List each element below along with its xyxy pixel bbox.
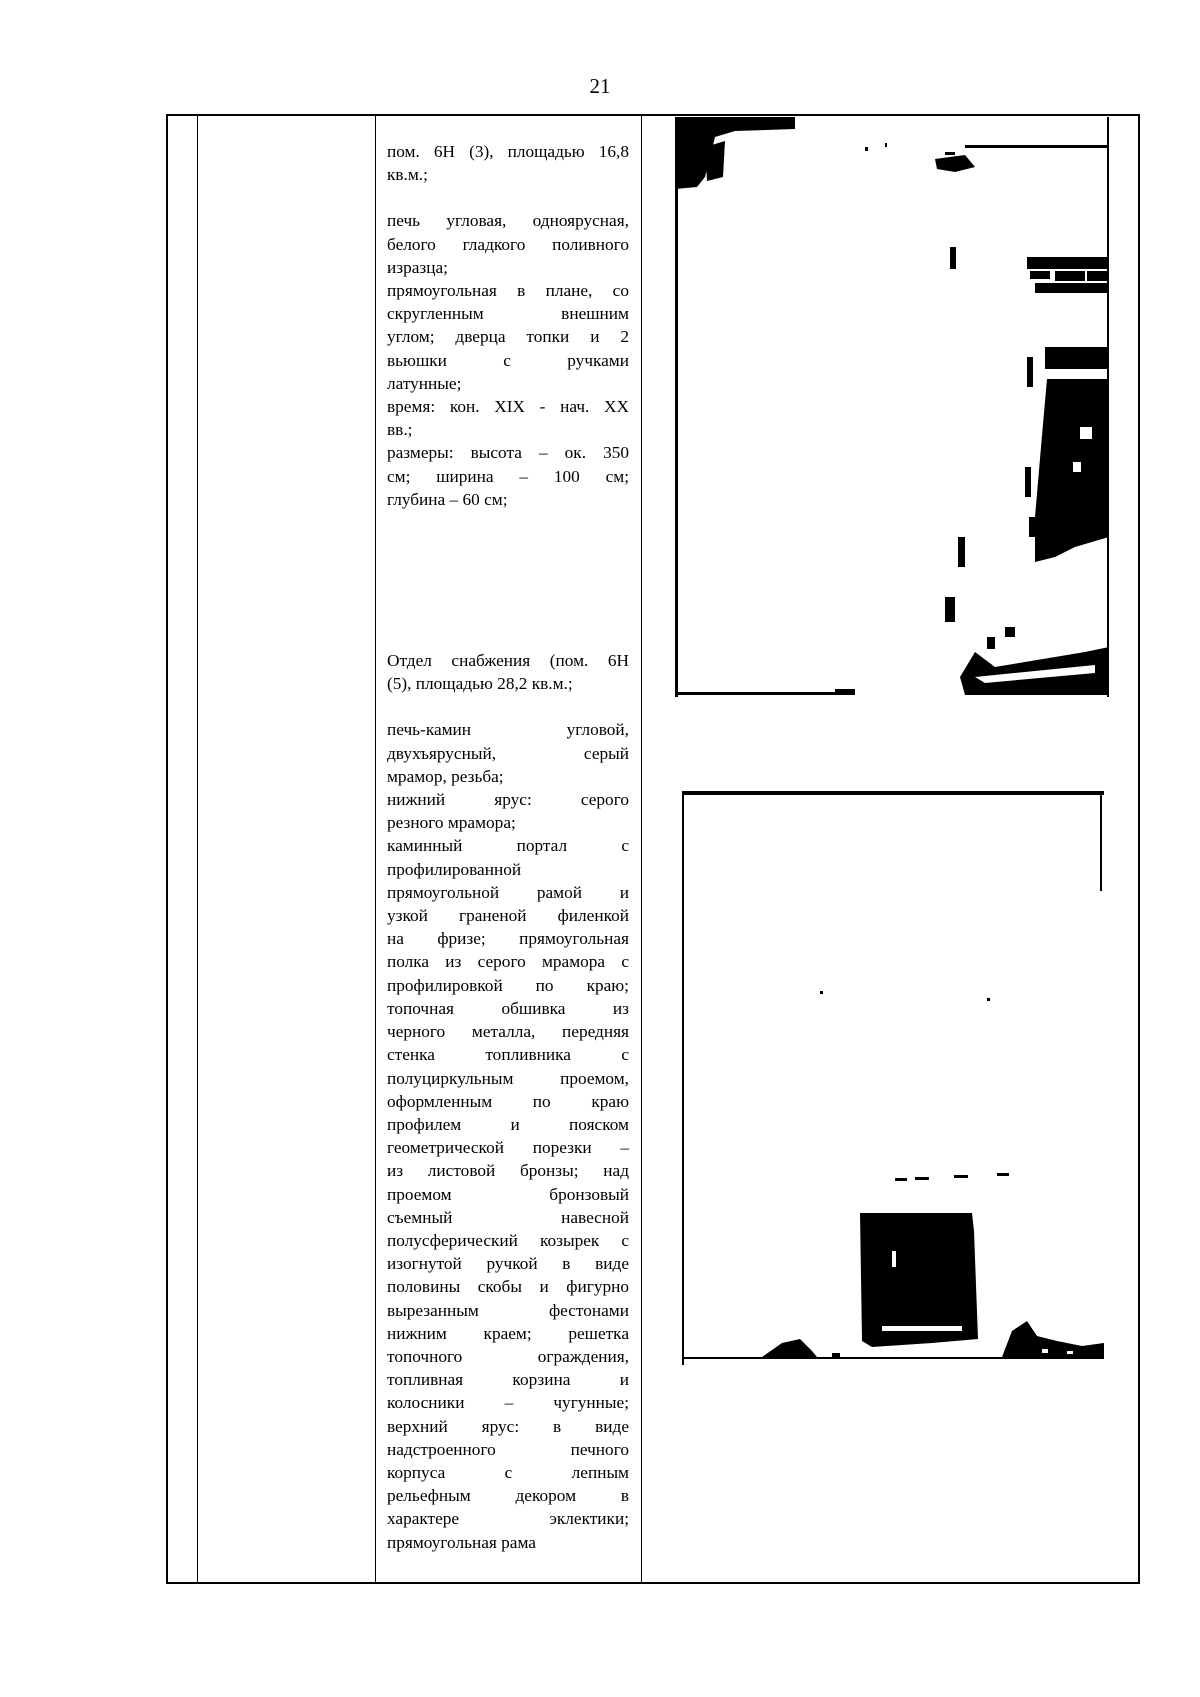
fireplace-description-line: каминный портал с (387, 836, 629, 856)
fireplace-description-line: двухъярусный, серый (387, 743, 629, 763)
fireplace-description-line: проемом бронзовый (387, 1184, 629, 1204)
fireplace-description-line: вырезанным фестонами (387, 1300, 629, 1320)
stove-photo-image (675, 117, 1109, 697)
room1-header (387, 140, 629, 186)
fireplace-description-line: прямоугольной рамой и (387, 882, 629, 902)
fireplace-description-line: профилированной (387, 859, 522, 879)
fireplace-description-line: надстроенного печного (387, 1439, 629, 1459)
stove-description-line: вв.; (387, 420, 413, 440)
fireplace-description-line: из листовой бронзы; над (387, 1161, 629, 1181)
fireplace-description-line: полуциркульным проемом, (387, 1068, 629, 1088)
room2-header (387, 649, 629, 695)
fireplace-description-line: геометрической порезки – (387, 1138, 629, 1158)
fireplace-description-line: полка из серого мрамора с (387, 952, 629, 972)
fireplace-description-line: полусферический козырек с (387, 1230, 629, 1250)
fireplace-description-line: профилем и пояском (387, 1114, 629, 1134)
fireplace-description-line: топливная корзина и (387, 1370, 629, 1390)
fireplace-description-line: мрамор, резьба; (387, 766, 504, 786)
fireplace-description-line: топочного ограждения, (387, 1346, 629, 1366)
fireplace-description-line: рельефным декором в (387, 1486, 629, 1506)
fireplace-description-line: резного мрамора; (387, 813, 516, 833)
stove-description-line: вьюшки с ручками (387, 350, 629, 370)
fireplace-description-line: профилировкой по краю; (387, 975, 629, 995)
fireplace-description-line: топочная обшивка из (387, 998, 629, 1018)
stove-description-line: глубина – 60 см; (387, 489, 508, 509)
fireplace-description-line: нижний ярус: серого (387, 790, 629, 810)
fireplace-description-line: корпуса с лепным (387, 1462, 629, 1482)
stove-description-line: белого гладкого поливного (387, 234, 629, 254)
fireplace-description-line: оформленным по краю (387, 1091, 629, 1111)
stove-description-line: печь угловая, одноярусная, (387, 211, 629, 231)
column-divider-1 (197, 116, 198, 1582)
stove-description-line: см; ширина – 100 см; (387, 466, 629, 486)
room2-header-line: (5), площадью 28,2 кв.м.; (387, 674, 573, 694)
fireplace-description-line: верхний ярус: в виде (387, 1416, 629, 1436)
object-description (387, 140, 629, 1554)
fireplace-photo-image (682, 791, 1104, 1365)
page-number: 21 (589, 74, 611, 98)
stove-description-line: прямоугольная в плане, со (387, 281, 629, 301)
stove-description (387, 209, 629, 511)
fireplace-description-line: нижним краем; решетка (387, 1323, 629, 1343)
fireplace-description-line: печь-камин угловой, (387, 720, 629, 740)
stove-description-line: размеры: высота – ок. 350 (387, 443, 629, 463)
fireplace-description-line: съемный навесной (387, 1207, 629, 1227)
stove-description-line: время: кон. XIX - нач. XX (387, 397, 629, 417)
stove-description-line: скругленным внешним (387, 304, 629, 324)
fireplace-description-line: стенка топливника с (387, 1045, 629, 1065)
fireplace-description (387, 718, 629, 1553)
room1-header-line: кв.м.; (387, 165, 428, 185)
fireplace-description-line: колосники – чугунные; (387, 1393, 629, 1413)
stove-photo (675, 117, 1109, 697)
fireplace-description-line: черного металла, передняя (387, 1022, 629, 1042)
room2-header-line: Отдел снабжения (пом. 6Н (387, 651, 629, 671)
fireplace-description-line: прямоугольная рама (387, 1532, 536, 1552)
fireplace-description-line: характере эклектики; (387, 1509, 629, 1529)
stove-description-line: изразца; (387, 257, 448, 277)
column-divider-3 (641, 116, 642, 1582)
fireplace-description-line: половины скобы и фигурно (387, 1277, 629, 1297)
fireplace-description-line: на фризе; прямоугольная (387, 929, 629, 949)
fireplace-description-line: изогнутой ручкой в виде (387, 1254, 629, 1274)
fireplace-description-line: узкой граненой филенкой (387, 906, 629, 926)
column-divider-2 (375, 116, 376, 1582)
stove-description-line: углом; дверца топки и 2 (387, 327, 629, 347)
stove-description-line: латунные; (387, 373, 462, 393)
room1-header-line: пом. 6Н (3), площадью 16,8 (387, 142, 629, 161)
fireplace-photo (682, 791, 1104, 1365)
